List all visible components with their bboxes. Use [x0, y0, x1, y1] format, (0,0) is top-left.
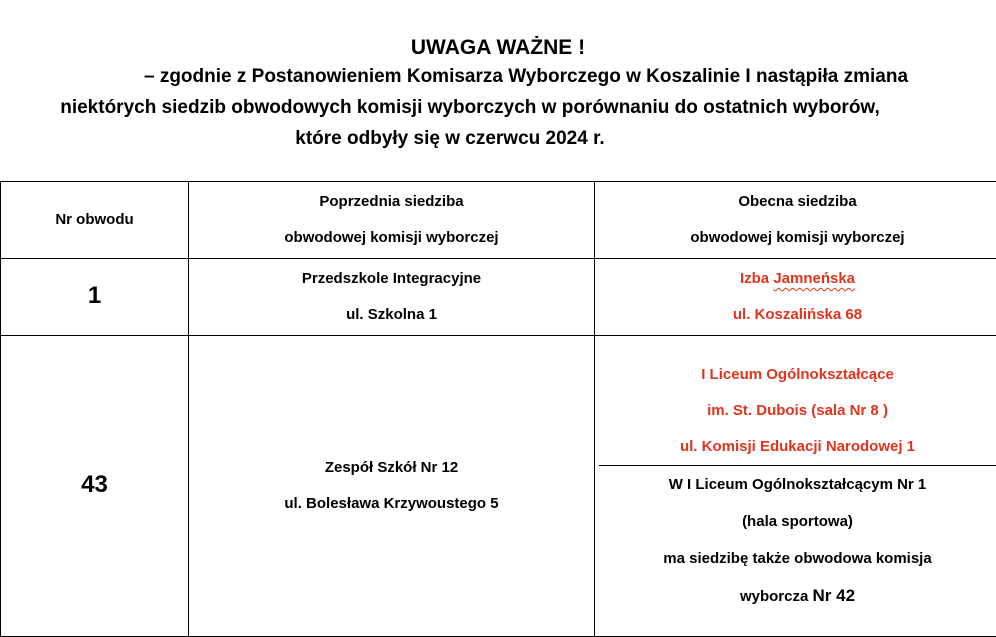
shared-seat-note-1: W I Liceum Ogólnokształcącym Nr 1	[595, 466, 996, 503]
previous-seat	[189, 259, 595, 336]
notice-line-1: – zgodnie z Postanowieniem Komisarza Wyborczego w Koszalinie I nastąpiła zmiana	[28, 66, 996, 88]
notice-title: UWAGA WAŻNE !	[0, 36, 996, 60]
header-previous-line-2: obwodowej komisji wyborczej	[189, 220, 594, 256]
header-current-line-2: obwodowej komisji wyborczej	[595, 220, 996, 256]
shared-seat-note-3: ma siedzibę także obwodowa komisja	[595, 540, 996, 577]
current-seat-address: ul. Komisji Edukacji Narodowej 1	[595, 429, 996, 465]
header-previous-seat	[189, 182, 595, 259]
current-seat-address: ul. Koszalińska 68	[595, 297, 996, 333]
current-seat	[595, 336, 996, 637]
current-seat-name: I Liceum Ogólnokształcące	[595, 357, 996, 393]
notice-line-3: które odbyły się w czerwcu 2024 r.	[0, 128, 948, 150]
header-district-number: Nr obwodu	[1, 182, 189, 259]
table-row	[1, 259, 996, 336]
district-number: 43	[1, 336, 189, 637]
current-seat-patron: im. St. Dubois (sala Nr 8 )	[595, 393, 996, 429]
header-current-seat	[595, 182, 996, 259]
polling-stations-table	[0, 181, 996, 637]
header-current-line-1: Obecna siedziba	[595, 184, 996, 220]
current-seat	[595, 259, 996, 336]
shared-seat-note-2: (hala sportowa)	[595, 503, 996, 540]
notice-line-2: niektórych siedzib obwodowych komisji wyborczych w porównaniu do ostatnich wyborów,	[0, 97, 968, 119]
previous-seat	[189, 336, 595, 637]
header-previous-line-1: Poprzednia siedziba	[189, 184, 594, 220]
previous-seat-name: Przedszkole Integracyjne	[189, 261, 594, 297]
previous-seat-address: ul. Bolesława Krzywoustego 5	[189, 486, 594, 522]
previous-seat-name: Zespół Szkół Nr 12	[189, 450, 594, 486]
table-header-row	[1, 182, 996, 259]
spellcheck-marked-word: Jamneńska	[773, 270, 855, 287]
previous-seat-address: ul. Szkolna 1	[189, 297, 594, 333]
table-row	[1, 336, 996, 637]
shared-seat-note-4: wyborcza Nr 42	[595, 577, 996, 615]
district-number: 1	[1, 259, 189, 336]
current-seat-name: Izba Jamneńska	[595, 261, 996, 297]
